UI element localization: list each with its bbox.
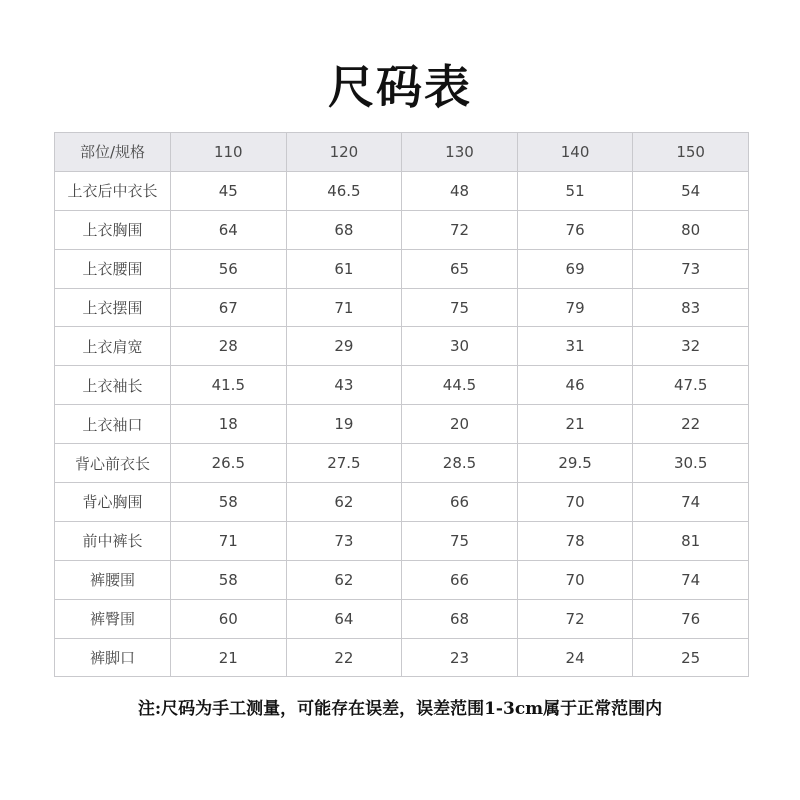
measurement-cell: 22 <box>286 638 402 677</box>
measurement-cell: 46.5 <box>286 171 402 210</box>
table-row <box>55 483 749 522</box>
measurement-cell: 46 <box>517 366 633 405</box>
measurement-cell: 32 <box>633 327 749 366</box>
part-name-cell: 上衣摆围 <box>55 288 171 327</box>
measurement-cell: 23 <box>402 638 518 677</box>
size-header-cell: 150 <box>633 133 749 172</box>
measurement-cell: 58 <box>171 560 287 599</box>
measurement-cell: 78 <box>517 521 633 560</box>
measurement-cell: 30 <box>402 327 518 366</box>
measurement-cell: 66 <box>402 560 518 599</box>
part-name-cell: 背心胸围 <box>55 483 171 522</box>
part-name-cell: 裤脚口 <box>55 638 171 677</box>
measurement-cell: 64 <box>171 210 287 249</box>
measurement-cell: 44.5 <box>402 366 518 405</box>
measurement-cell: 70 <box>517 560 633 599</box>
measurement-cell: 71 <box>286 288 402 327</box>
measurement-cell: 79 <box>517 288 633 327</box>
measurement-footnote: 注:尺码为手工测量，可能存在误差，误差范围1-3cm属于正常范围内 <box>137 699 663 719</box>
table-row <box>55 249 749 288</box>
measurement-cell: 62 <box>286 560 402 599</box>
measurement-cell: 29.5 <box>517 444 633 483</box>
measurement-cell: 83 <box>633 288 749 327</box>
size-header-cell: 120 <box>286 133 402 172</box>
measurement-cell: 60 <box>171 599 287 638</box>
measurement-cell: 56 <box>171 249 287 288</box>
measurement-cell: 24 <box>517 638 633 677</box>
table-row <box>55 405 749 444</box>
measurement-cell: 68 <box>402 599 518 638</box>
measurement-cell: 65 <box>402 249 518 288</box>
table-row <box>55 560 749 599</box>
measurement-cell: 25 <box>633 638 749 677</box>
measurement-cell: 41.5 <box>171 366 287 405</box>
measurement-cell: 26.5 <box>171 444 287 483</box>
part-name-cell: 上衣胸围 <box>55 210 171 249</box>
table-row <box>55 521 749 560</box>
measurement-cell: 67 <box>171 288 287 327</box>
table-body <box>55 171 749 677</box>
measurement-cell: 76 <box>517 210 633 249</box>
size-chart-table <box>54 132 749 677</box>
measurement-cell: 43 <box>286 366 402 405</box>
table-row <box>55 210 749 249</box>
measurement-cell: 31 <box>517 327 633 366</box>
measurement-cell: 27.5 <box>286 444 402 483</box>
part-name-cell: 上衣后中衣长 <box>55 171 171 210</box>
measurement-cell: 28.5 <box>402 444 518 483</box>
measurement-cell: 48 <box>402 171 518 210</box>
part-name-cell: 上衣肩宽 <box>55 327 171 366</box>
measurement-cell: 75 <box>402 521 518 560</box>
part-name-cell: 前中裤长 <box>55 521 171 560</box>
part-name-cell: 裤腰围 <box>55 560 171 599</box>
measurement-cell: 29 <box>286 327 402 366</box>
measurement-cell: 73 <box>286 521 402 560</box>
measurement-cell: 58 <box>171 483 287 522</box>
measurement-cell: 66 <box>402 483 518 522</box>
measurement-cell: 71 <box>171 521 287 560</box>
part-name-cell: 裤臀围 <box>55 599 171 638</box>
measurement-cell: 28 <box>171 327 287 366</box>
measurement-cell: 18 <box>171 405 287 444</box>
table-header-row <box>55 133 749 172</box>
measurement-cell: 81 <box>633 521 749 560</box>
measurement-cell: 76 <box>633 599 749 638</box>
size-header-cell: 140 <box>517 133 633 172</box>
size-header-cell: 130 <box>402 133 518 172</box>
measurement-cell: 68 <box>286 210 402 249</box>
measurement-cell: 20 <box>402 405 518 444</box>
measurement-cell: 54 <box>633 171 749 210</box>
measurement-cell: 47.5 <box>633 366 749 405</box>
page-title: 尺码表 <box>328 60 472 114</box>
measurement-cell: 73 <box>633 249 749 288</box>
size-header-cell: 110 <box>171 133 287 172</box>
measurement-cell: 70 <box>517 483 633 522</box>
measurement-cell: 69 <box>517 249 633 288</box>
table-row <box>55 444 749 483</box>
part-name-cell: 上衣腰围 <box>55 249 171 288</box>
measurement-cell: 64 <box>286 599 402 638</box>
part-name-cell: 上衣袖长 <box>55 366 171 405</box>
measurement-cell: 21 <box>171 638 287 677</box>
measurement-cell: 62 <box>286 483 402 522</box>
measurement-cell: 45 <box>171 171 287 210</box>
measurement-cell: 74 <box>633 483 749 522</box>
measurement-cell: 22 <box>633 405 749 444</box>
measurement-cell: 21 <box>517 405 633 444</box>
measurement-cell: 19 <box>286 405 402 444</box>
table-row <box>55 327 749 366</box>
measurement-cell: 80 <box>633 210 749 249</box>
corner-header-cell: 部位/规格 <box>55 133 171 172</box>
part-name-cell: 上衣袖口 <box>55 405 171 444</box>
part-name-cell: 背心前衣长 <box>55 444 171 483</box>
measurement-cell: 51 <box>517 171 633 210</box>
table-row <box>55 638 749 677</box>
table-row <box>55 366 749 405</box>
measurement-cell: 74 <box>633 560 749 599</box>
measurement-cell: 61 <box>286 249 402 288</box>
measurement-cell: 72 <box>517 599 633 638</box>
measurement-cell: 30.5 <box>633 444 749 483</box>
measurement-cell: 75 <box>402 288 518 327</box>
table-row <box>55 288 749 327</box>
measurement-cell: 72 <box>402 210 518 249</box>
table-row <box>55 599 749 638</box>
table-row <box>55 171 749 210</box>
size-chart-container <box>54 132 748 677</box>
